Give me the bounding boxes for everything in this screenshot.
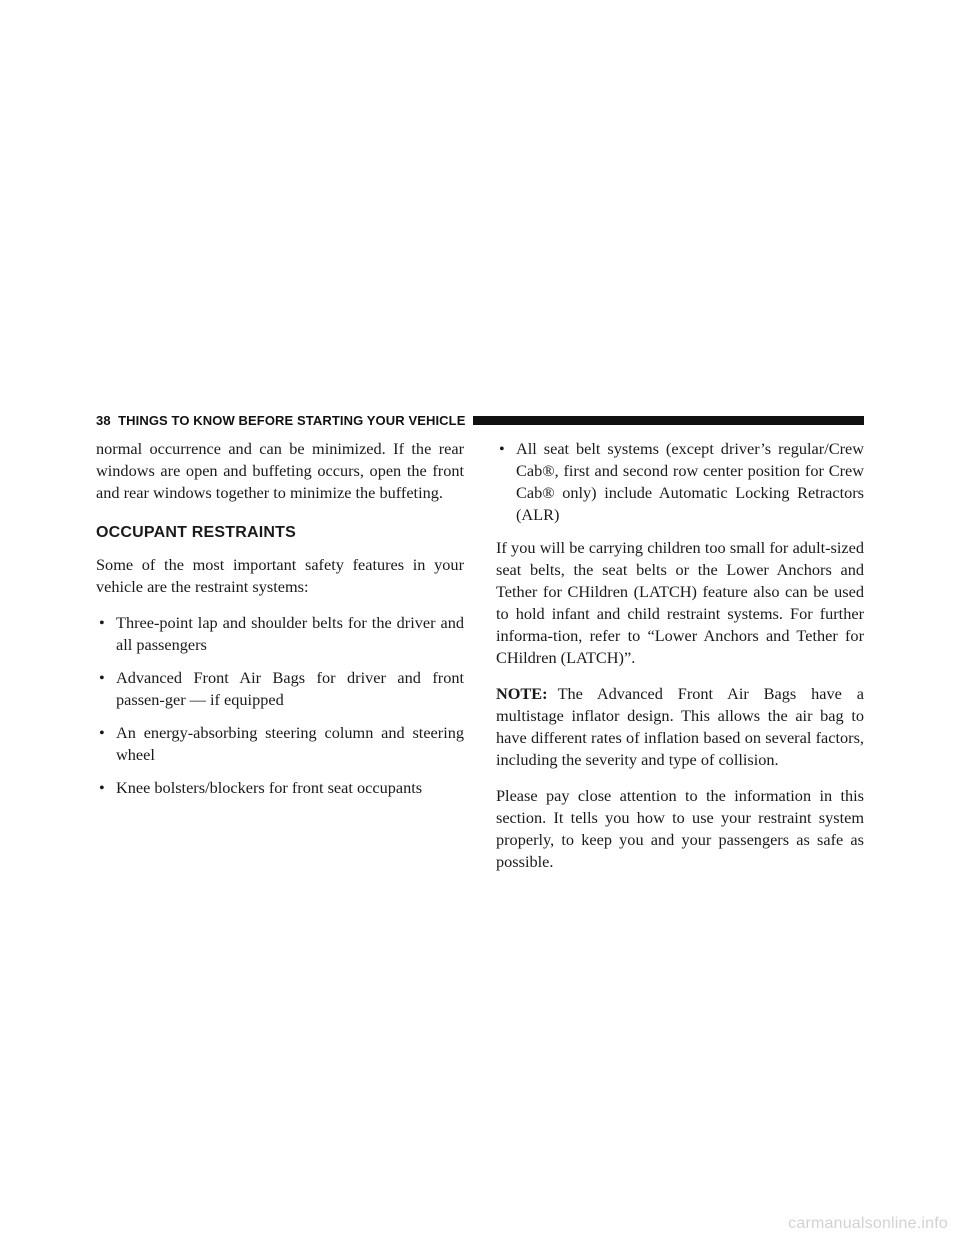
list-item <box>96 667 464 711</box>
intro-paragraph: normal occurrence and can be minimized. If the rear windows are open and buffeting occurs, open the front and rear windows together to minimize the buffeting. <box>96 439 464 502</box>
section-title: THINGS TO KNOW BEFORE STARTING YOUR VEHICLE <box>118 412 466 428</box>
header-rule <box>473 416 864 425</box>
page-header <box>96 408 864 432</box>
left-column <box>96 438 464 810</box>
restraint-list <box>96 612 464 799</box>
list-item <box>96 722 464 766</box>
list-item-text: Knee bolsters/blockers for front seat occupants <box>116 778 423 797</box>
list-item-text: An energy-absorbing steering column and steering wheel <box>116 723 464 764</box>
right-column <box>496 438 864 887</box>
children-paragraph: If you will be carrying children too small for adult-sized seat belts, the seat belts or the Lower Anchors and Tether for CHildren (LATCH) feature also can be used to hold infant and child restraint systems. For further informa-tion, refer to “Lower Anchors and Tether for CHildren (LATCH)”. <box>496 538 864 667</box>
list-item <box>96 777 464 799</box>
bullet-icon: • <box>99 613 105 632</box>
watermark-text: carmanualsonline.info <box>788 1215 948 1232</box>
lead-paragraph: Some of the most important safety features in your vehicle are the restraint systems: <box>96 555 464 596</box>
page-number: 38 <box>96 412 111 428</box>
note-text: The Advanced Front Air Bags have a multistage inflator design. This allows the air bag to have different rates of inflation based on several factors, including the severity and type of collision. <box>496 684 864 769</box>
list-item-text: Three-point lap and shoulder belts for the driver and all passengers <box>116 613 464 654</box>
list-item-text: All seat belt systems (except driver’s regular/Crew Cab®, first and second row center position for Crew Cab® only) include Automatic Locking Retractors (ALR) <box>516 439 864 524</box>
restraint-list-continued <box>496 438 864 526</box>
list-item <box>496 438 864 526</box>
list-item <box>96 612 464 656</box>
bullet-icon: • <box>499 439 505 458</box>
note-paragraph <box>496 683 864 771</box>
bullet-icon: • <box>99 778 105 797</box>
section-heading: OCCUPANT RESTRAINTS <box>96 524 296 541</box>
header-label <box>96 413 465 428</box>
bullet-icon: • <box>99 723 105 742</box>
bullet-icon: • <box>99 668 105 687</box>
note-label: NOTE: <box>496 684 548 703</box>
attention-paragraph: Please pay close attention to the information in this section. It tells you how to use your restraint system properly, to keep you and your passengers as safe as possible. <box>496 786 864 871</box>
list-item-text: Advanced Front Air Bags for driver and front passen-ger — if equipped <box>116 668 464 709</box>
